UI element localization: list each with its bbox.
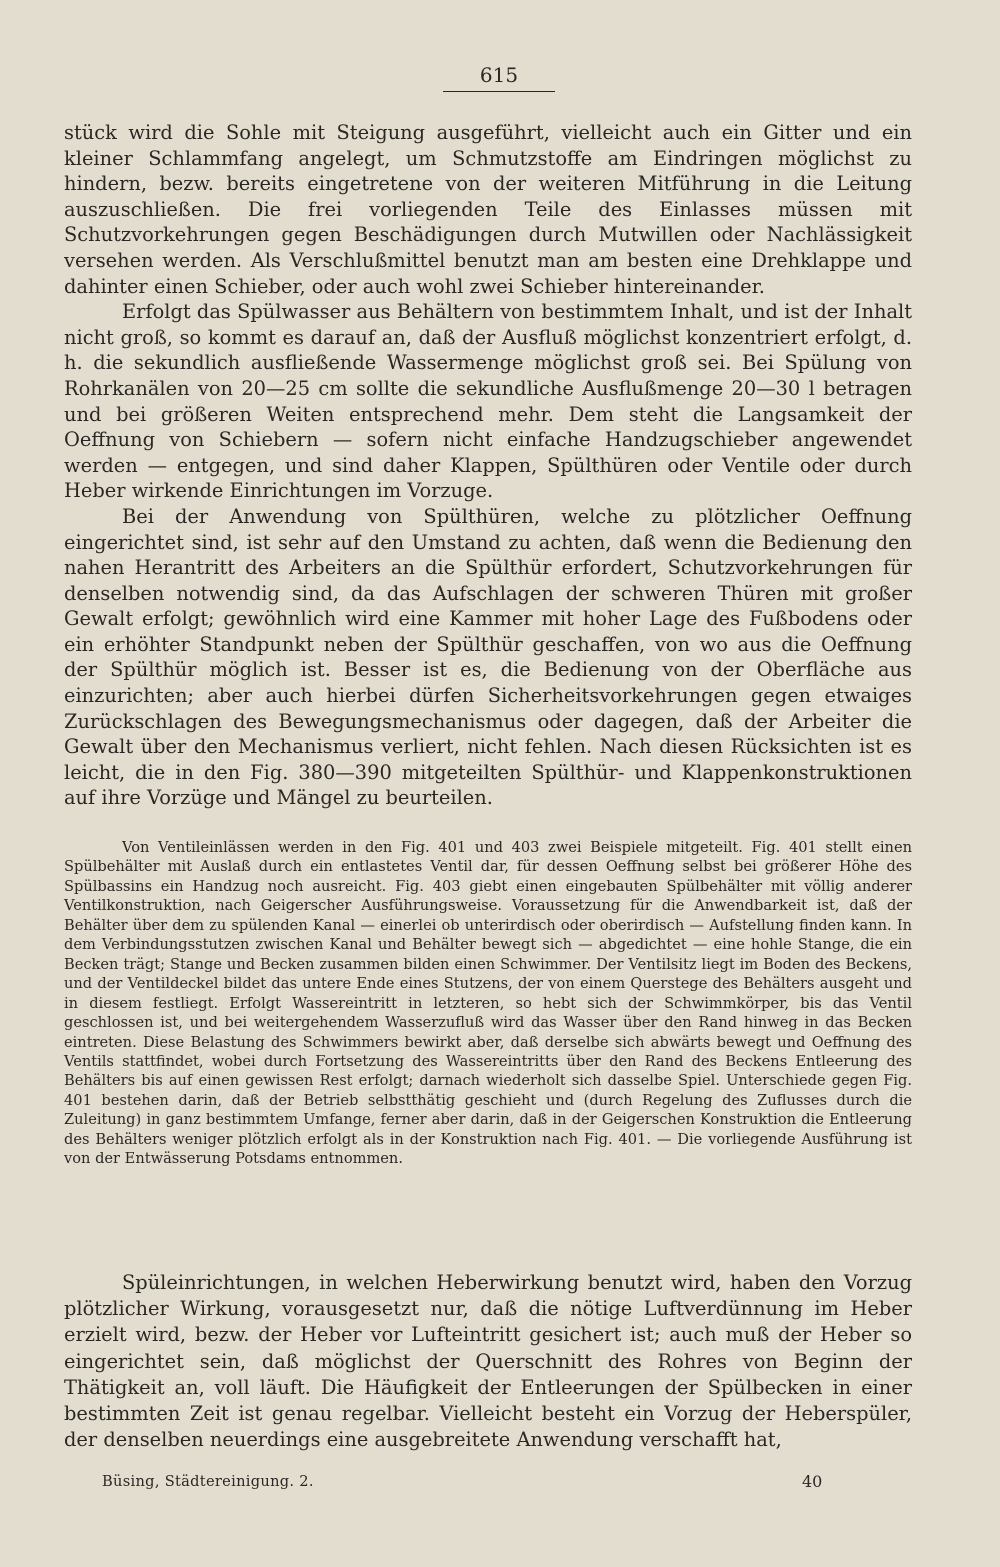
- paragraph-4: Spüleinrichtungen, in welchen Heberwirkung benutzt wird, haben den Vorzug plötzlicher Wirkung, vorausgesetzt nur, daß die nötige Luftverdünnung im Heber erzielt wird, bezw. der Heber vor Lufteintritt gesichert ist; auch muß der Heber so eingerichtet sein, daß möglichst der Querschnitt des Rohres von Beginn der Thätigkeit an, voll läuft. Die Häufigkeit der Entleerungen der Spülbecken in einer bestimmten Zeit ist genau regelbar. Vielleicht besteht ein Vorzug der Heberspüler, der denselben neuerdings eine ausgebreitete Anwendung verschafft hat,: [64, 1271, 912, 1452]
- sheet-number: 40: [802, 1472, 823, 1491]
- paragraph-2: Erfolgt das Spülwasser aus Behältern von bestimmtem Inhalt, und ist der Inhalt nicht groß, so kommt es darauf an, daß der Ausfluß möglichst konzentriert erfolgt, d. h. die sekundlich ausfließende Wassermenge möglichst groß sei. Bei Spülung von Rohrkanälen von 20—25 cm sollte die sekundliche Ausflußmenge 20—30 l betragen und bei größeren Weiten entsprechend mehr. Dem steht die Langsamkeit der Oeffnung von Schiebern — sofern nicht einfache Handzugschieber angewendet werden — entgegen, und sind daher Klappen, Spülthüren oder Ventile oder durch Heber wirkende Einrichtungen im Vorzuge.: [64, 300, 912, 503]
- paragraph-1: stück wird die Sohle mit Steigung ausgeführt, vielleicht auch ein Gitter und ein kleiner Schlammfang angelegt, um Schmutzstoffe am Eindringen möglichst zu hindern, bezw. bereits eingetretene von der weiteren Mitführung in die Leitung auszuschließen. Die frei vorliegenden Teile des Einlasses müssen mit Schutzvorkehrungen gegen Beschädigungen durch Mutwillen oder Nachlässigkeit versehen werden. Als Verschlußmittel benutzt man am besten eine Drehklappe und dahinter einen Schieber, oder auch wohl zwei Schieber hintereinander.: [64, 121, 912, 298]
- small-print-block: [64, 838, 912, 1169]
- signature-mark: Büsing, Städtereinigung. 2.: [102, 1473, 314, 1490]
- main-text-block: [64, 120, 912, 811]
- page-number: 615: [443, 62, 555, 92]
- paragraph-3: Bei der Anwendung von Spülthüren, welche zu plötzlicher Oeffnung eingerichtet sind, ist sehr auf den Umstand zu achten, daß wenn die Bedienung den nahen Herantritt des Arbeiters an die Spülthür erfordert, Schutzvorkehrungen für denselben notwendig sind, da das Aufschlagen der schweren Thüren mit großer Gewalt erfolgt; gewöhnlich wird eine Kammer mit hoher Lage des Fußbodens oder ein erhöhter Standpunkt neben der Spülthür geschaffen, von wo aus die Oeffnung der Spülthür möglich ist. Besser ist es, die Bedienung von der Oberfläche aus einzurichten; aber auch hierbei dürfen Sicherheitsvorkehrungen gegen etwaiges Zurückschlagen des Bewegungsmechanismus oder dagegen, daß der Arbeiter die Gewalt über den Mechanismus verliert, nicht fehlen. Nach diesen Rücksichten ist es leicht, die in den Fig. 380—390 mitgeteilten Spülthür- und Klappenkonstruktionen auf ihre Vorzüge und Mängel zu beurteilen.: [64, 504, 912, 810]
- lower-text-block: [64, 1270, 912, 1453]
- small-print-paragraph: Von Ventileinlässen werden in den Fig. 401 und 403 zwei Beispiele mitgeteilt. Fig. 401 stellt einen Spülbehälter mit Auslaß durch ein entlastetes Ventil dar, für dessen Oeffnung selbst bei größerer Höhe des Spülbassins ein Handzug noch ausreicht. Fig. 403 giebt einen eingebauten Spülbehälter mit völlig anderer Ventilkonstruktion, nach Geigerscher Ausführungsweise. Voraussetzung für die Anwendbarkeit ist, daß der Behälter über dem zu spülenden Kanal — einerlei ob unterirdisch oder oberirdisch — Aufstellung finden kann. In dem Verbindungsstutzen zwischen Kanal und Behälter bewegt sich — abgedichtet — eine hohle Stange, die ein Becken trägt; Stange und Becken zusammen bilden einen Schwimmer. Der Ventilsitz liegt im Boden des Beckens, und der Ventildeckel bildet das untere Ende eines Stutzens, der von einem Querstege des Behälters ausgeht und in diesem festliegt. Erfolgt Wassereintritt in letzteren, so hebt sich der Schwimmkörper, bis das Ventil geschlossen ist, und bei weitergehendem Wasserzufluß wird das Wasser über den Rand hinweg in das Becken eintreten. Diese Belastung des Schwimmers bewirkt aber, daß derselbe sich abwärts bewegt und Oeffnung des Ventils stattfindet, wobei durch Fortsetzung des Wassereintritts über den Rand des Beckens Entleerung des Behälters bis auf einen gewissen Rest erfolgt; darnach wiederholt sich dasselbe Spiel. Unterschiede gegen Fig. 401 bestehen darin, daß der Betrieb selbstthätig geschieht und (durch Regelung des Zuflusses durch die Zuleitung) in ganz bestimmtem Umfange, ferner aber darin, daß in der Geigerschen Konstruktion die Entleerung des Behälters weniger plötzlich erfolgt als in der Konstruktion nach Fig. 401. — Die vorliegende Ausführung ist von der Entwässerung Potsdams entnommen.: [64, 839, 912, 1168]
